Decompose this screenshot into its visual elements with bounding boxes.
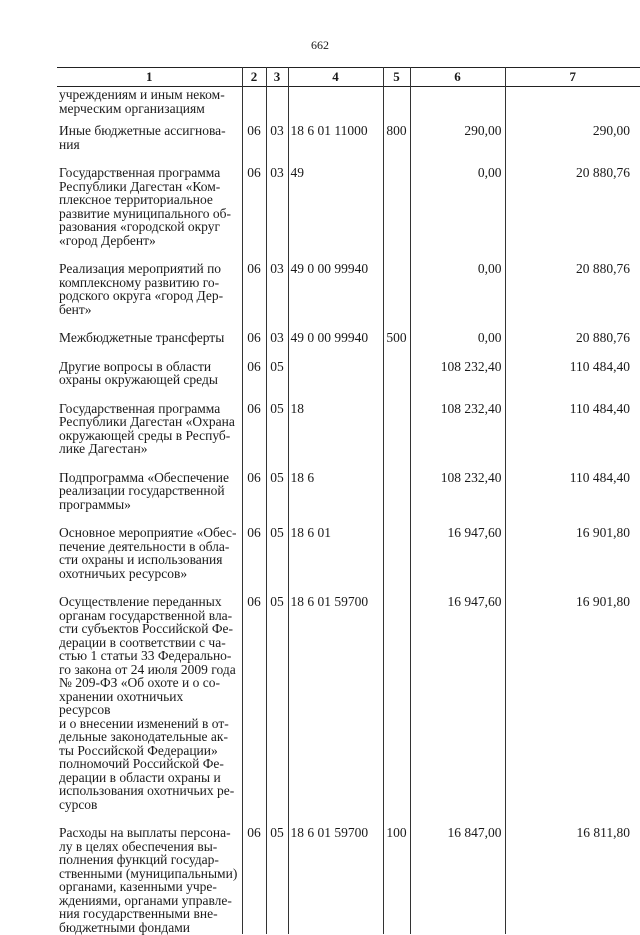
row-name: Осуществление переданных органам государственной вла- сти субъектов Российской Фе- дерации в соответствии с ча- стью 1 статьи 33 Федерально- го закона от 24 июля 2009 года № 209-ФЗ «Об охоте и о со- хранении охотничьих ресурсов и о внесении изменений в от- дельные законодательные ак- ты Российской Федерации» полномочий Российской Фе- дерации в области охраны и использования охотничьих ре- сурсов — [59, 594, 236, 812]
row-amount-1: 16 947,60 — [410, 595, 505, 826]
row-amount-2: 110 484,40 — [505, 471, 640, 527]
table-row — [57, 166, 640, 262]
row-subsection — [266, 87, 288, 125]
row-subsection: 05 — [266, 526, 288, 595]
row-amount-1: 16 947,60 — [410, 526, 505, 595]
row-target-code: 49 0 00 99940 — [288, 262, 383, 331]
row-amount-2 — [505, 87, 640, 125]
row-amount-2: 110 484,40 — [505, 402, 640, 471]
row-section: 06 — [242, 526, 266, 595]
row-amount-2: 20 880,76 — [505, 166, 640, 262]
table-row — [57, 471, 640, 527]
row-amount-1: 0,00 — [410, 262, 505, 331]
row-amount-2: 16 811,80 — [505, 826, 640, 934]
row-section: 06 — [242, 166, 266, 262]
row-target-code — [288, 360, 383, 402]
table-row — [57, 826, 640, 934]
row-expense-type: 100 — [383, 826, 410, 934]
row-amount-2: 20 880,76 — [505, 331, 640, 360]
row-subsection: 05 — [266, 360, 288, 402]
row-section: 06 — [242, 402, 266, 471]
row-target-code: 18 6 01 — [288, 526, 383, 595]
row-expense-type — [383, 166, 410, 262]
row-name: Другие вопросы в области охраны окружающей среды — [59, 358, 218, 387]
row-amount-2: 290,00 — [505, 124, 640, 166]
table-row — [57, 402, 640, 471]
row-section — [242, 87, 266, 125]
row-expense-type — [383, 262, 410, 331]
header-col-7: 7 — [505, 68, 640, 87]
row-name: Государственная программа Республики Дагестан «Ком- плексное территориальное развитие муниципального об- разования «городской округ «город Дербент» — [59, 165, 231, 248]
row-name: Основное мероприятие «Обес- печение деятельности в обла- сти охраны и использования охотничьих ресурсов» — [59, 525, 237, 581]
row-section: 06 — [242, 331, 266, 360]
table-row — [57, 595, 640, 826]
row-name: Расходы на выплаты персона- лу в целях обеспечения вы- полнения функций государ- ственными (муниципальными) органами, казенными учре- ждениями, органами управле- ния государственными вне- бюджетными фондами — [59, 825, 238, 935]
row-expense-type — [383, 526, 410, 595]
table-row — [57, 262, 640, 331]
row-target-code: 18 6 01 59700 — [288, 826, 383, 934]
row-subsection: 03 — [266, 331, 288, 360]
row-target-code — [288, 87, 383, 125]
row-amount-1: 0,00 — [410, 331, 505, 360]
row-subsection: 03 — [266, 124, 288, 166]
table-row — [57, 360, 640, 402]
row-target-code: 18 6 01 11000 — [288, 124, 383, 166]
table-row — [57, 526, 640, 595]
row-amount-2: 20 880,76 — [505, 262, 640, 331]
row-amount-1: 0,00 — [410, 166, 505, 262]
header-col-4: 4 — [288, 68, 383, 87]
row-amount-2: 110 484,40 — [505, 360, 640, 402]
row-amount-2: 16 901,80 — [505, 526, 640, 595]
row-target-code: 49 — [288, 166, 383, 262]
row-section: 06 — [242, 471, 266, 527]
row-target-code: 49 0 00 99940 — [288, 331, 383, 360]
row-amount-1: 290,00 — [410, 124, 505, 166]
row-amount-1: 108 232,40 — [410, 360, 505, 402]
row-name: Подпрограмма «Обеспечение реализации государственной программы» — [59, 469, 229, 512]
row-name: Государственная программа Республики Дагестан «Охрана окружающей среды в Респуб- лике Дагестан» — [59, 400, 235, 456]
row-section: 06 — [242, 595, 266, 826]
row-amount-1: 108 232,40 — [410, 471, 505, 527]
header-col-5: 5 — [383, 68, 410, 87]
header-col-6: 6 — [410, 68, 505, 87]
row-name: Иные бюджетные ассигнова- ния — [59, 123, 226, 152]
row-subsection: 05 — [266, 402, 288, 471]
row-section: 06 — [242, 360, 266, 402]
row-name: учреждениям и иным неком- мерческим организациям — [59, 87, 225, 116]
row-amount-1: 108 232,40 — [410, 402, 505, 471]
row-expense-type — [383, 87, 410, 125]
row-expense-type: 500 — [383, 331, 410, 360]
row-subsection: 05 — [266, 595, 288, 826]
row-subsection: 05 — [266, 826, 288, 934]
row-amount-1 — [410, 87, 505, 125]
row-target-code: 18 6 01 59700 — [288, 595, 383, 826]
budget-table — [57, 67, 640, 934]
header-row — [57, 68, 640, 87]
row-subsection: 03 — [266, 166, 288, 262]
row-expense-type — [383, 471, 410, 527]
row-amount-1: 16 847,00 — [410, 826, 505, 934]
row-subsection: 05 — [266, 471, 288, 527]
row-amount-2: 16 901,80 — [505, 595, 640, 826]
budget-table-container — [57, 67, 640, 935]
table-row — [57, 331, 640, 360]
row-expense-type: 800 — [383, 124, 410, 166]
header-col-3: 3 — [266, 68, 288, 87]
page-number: 662 — [311, 38, 329, 52]
row-expense-type — [383, 595, 410, 826]
table-row — [57, 124, 640, 166]
row-section: 06 — [242, 262, 266, 331]
row-target-code: 18 — [288, 402, 383, 471]
row-section: 06 — [242, 124, 266, 166]
row-target-code: 18 6 — [288, 471, 383, 527]
row-subsection: 03 — [266, 262, 288, 331]
row-expense-type — [383, 402, 410, 471]
row-name: Межбюджетные трансферты — [59, 330, 225, 345]
row-section: 06 — [242, 826, 266, 934]
header-col-1: 1 — [146, 69, 153, 84]
header-col-2: 2 — [242, 68, 266, 87]
table-row — [57, 87, 640, 125]
row-expense-type — [383, 360, 410, 402]
row-name: Реализация мероприятий по комплексному развитию го- родского округа «город Дер- бент» — [59, 261, 224, 317]
